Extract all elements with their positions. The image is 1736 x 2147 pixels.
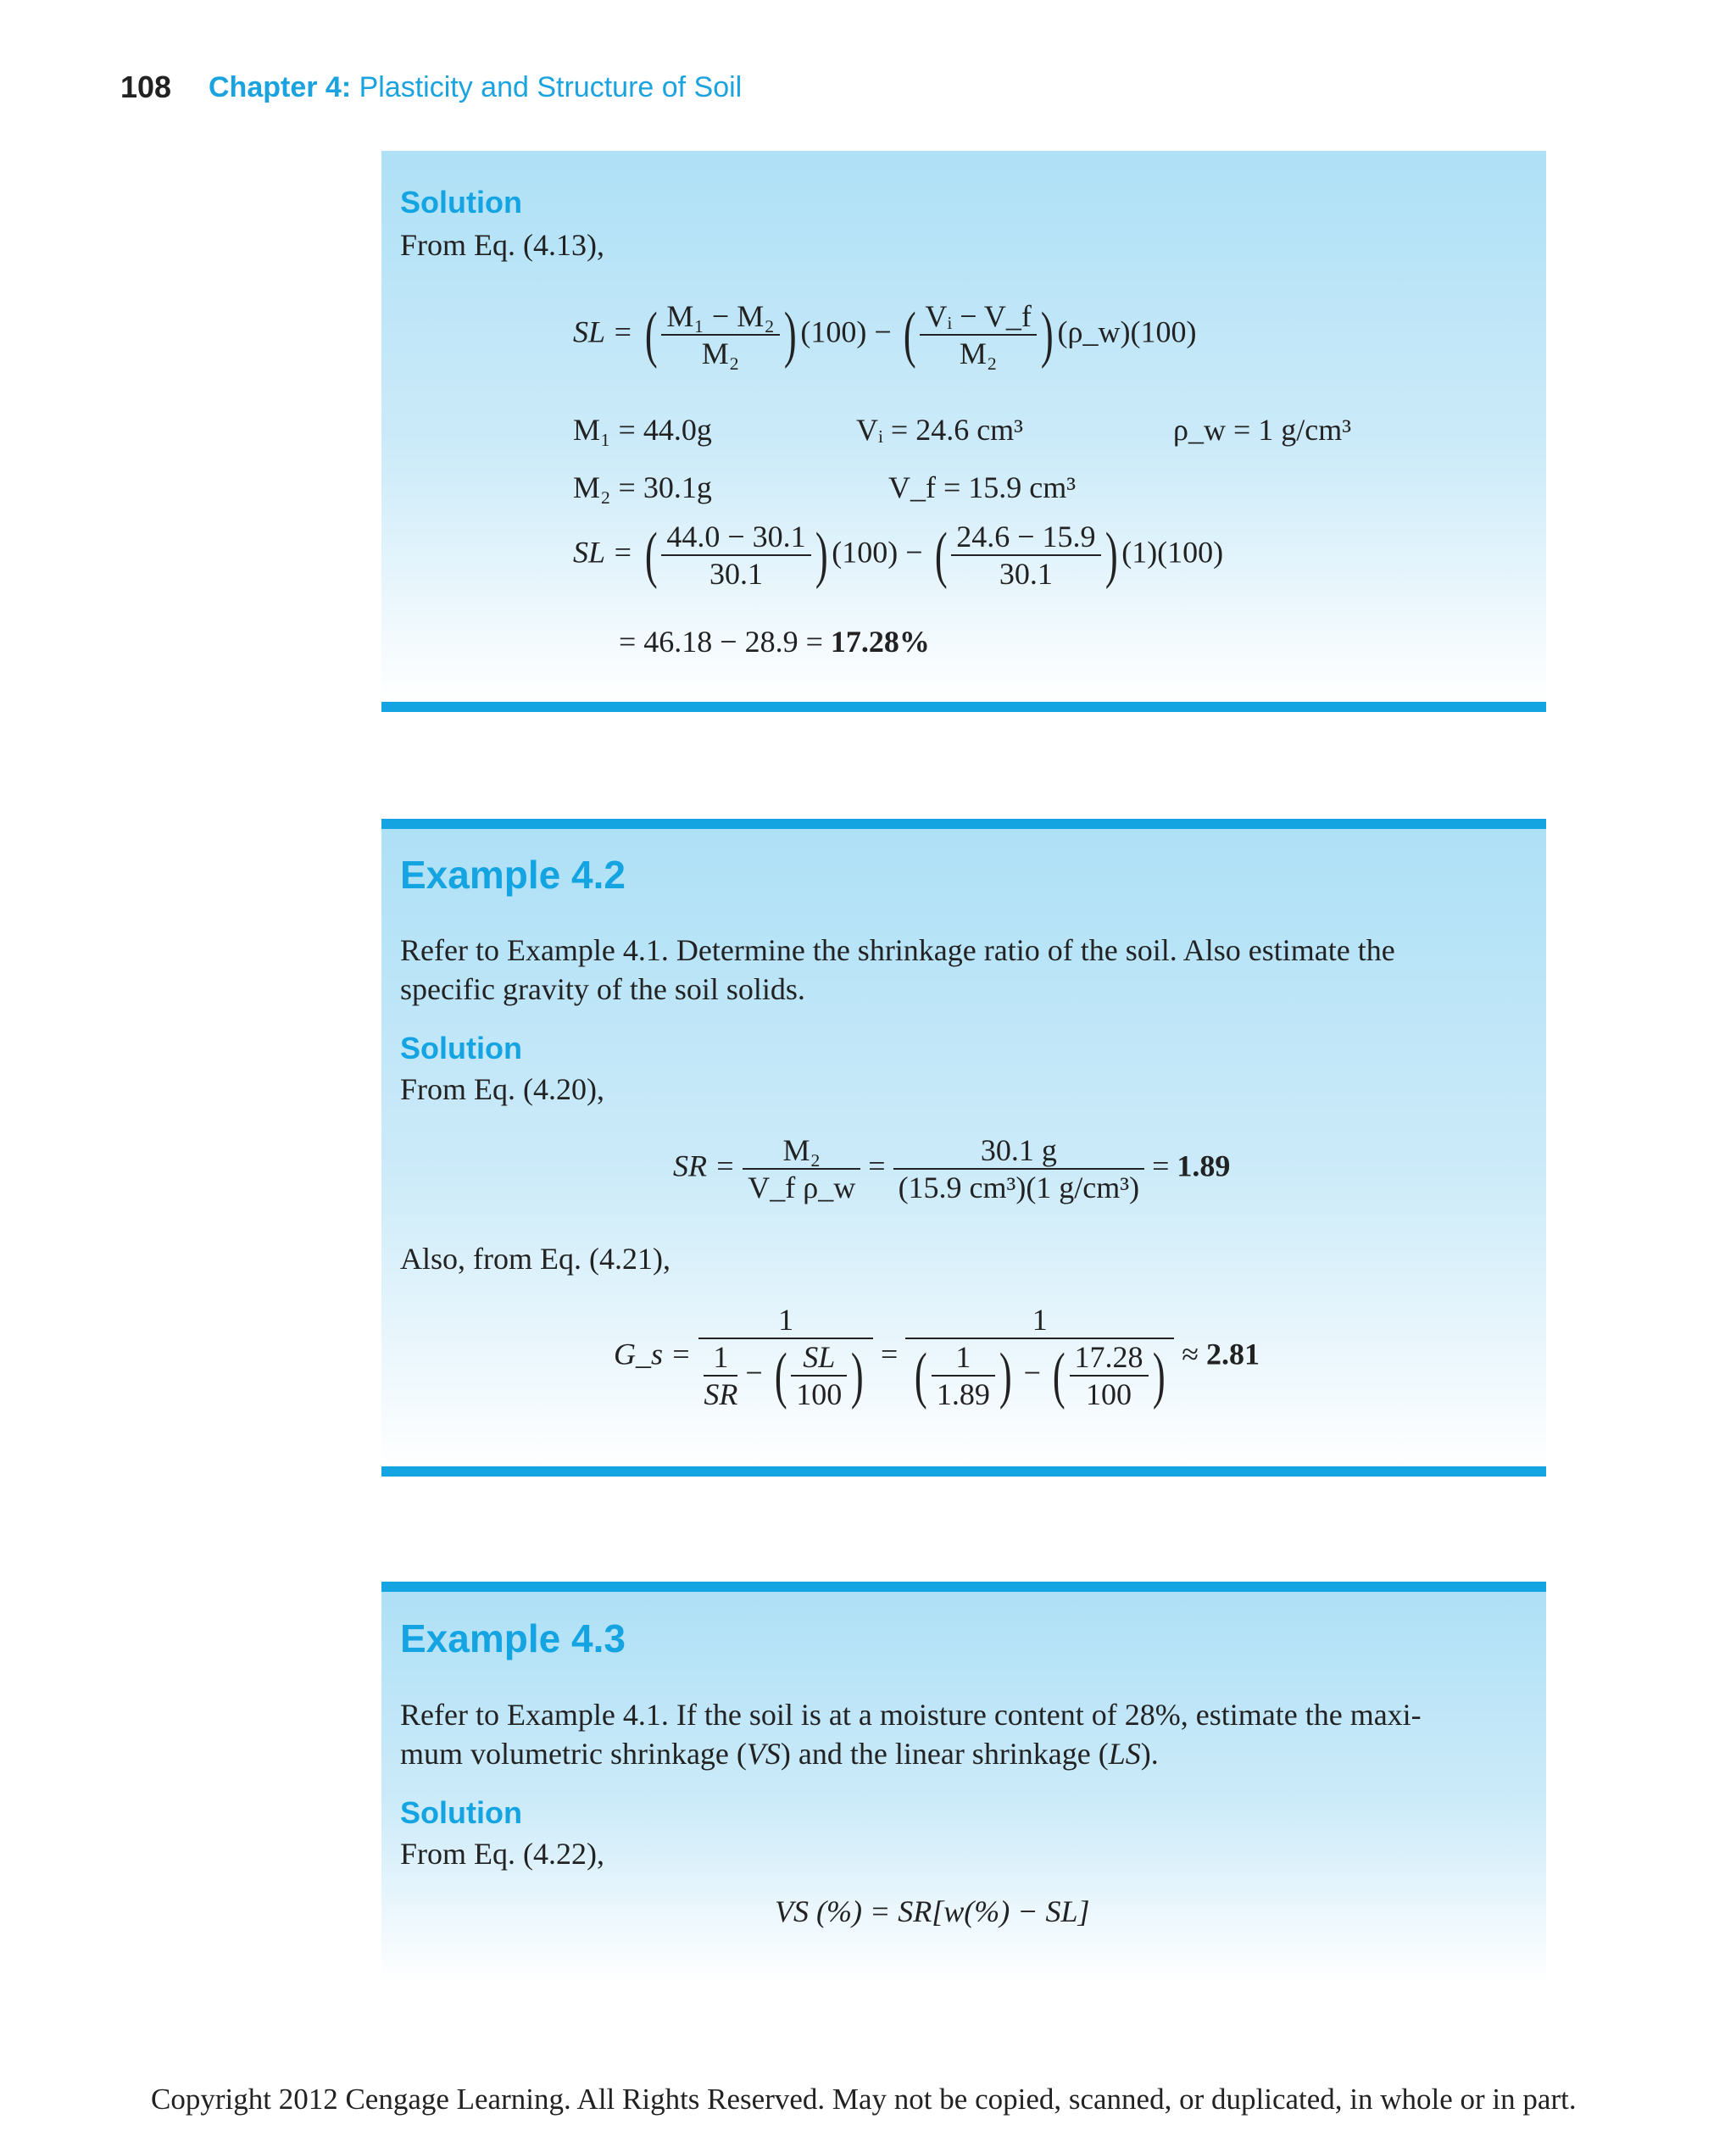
equals-sign: = <box>1152 1149 1170 1183</box>
solution-heading: Solution <box>400 185 522 220</box>
fraction-sr-values <box>893 1132 1145 1205</box>
minus-sign: − <box>1023 1355 1041 1390</box>
sl-label: SL = <box>573 535 633 570</box>
fraction-numerator: M₁ − M₂ <box>661 298 779 336</box>
fraction-numerator: 30.1 g <box>893 1132 1145 1170</box>
problem-text-line1: Refer to Example 4.1. Determine the shrinkage ratio of the soil. Also estimate the <box>400 933 1395 967</box>
gs-label: G_s = <box>614 1337 692 1371</box>
equation-reference: From Eq. (4.13), <box>400 228 604 262</box>
solution-heading: Solution <box>400 1031 522 1065</box>
equation-reference-2: Also, from Eq. (4.21), <box>400 1242 670 1276</box>
fraction-denominator: 100 <box>1086 1377 1132 1411</box>
gs-formula <box>614 1302 1260 1412</box>
paren-left: ( <box>915 1341 927 1410</box>
equation-reference: From Eq. (4.20), <box>400 1072 604 1106</box>
equation-reference: From Eq. (4.22), <box>400 1837 604 1871</box>
fraction-one-over-1-89 <box>932 1339 995 1412</box>
given-vi: Vᵢ = 24.6 cm³ <box>856 413 1023 447</box>
fraction-volume-values <box>951 519 1100 592</box>
fraction-volume <box>920 298 1037 371</box>
fraction-numerator: SL <box>791 1339 847 1377</box>
fraction-denominator <box>698 1339 873 1412</box>
fraction-17-28-over-100 <box>1070 1339 1149 1412</box>
fraction-numerator: M₂ <box>743 1132 860 1170</box>
solution-heading: Solution <box>400 1795 522 1830</box>
sr-formula <box>673 1132 1230 1205</box>
problem-text-line2: specific gravity of the soil solids. <box>400 972 805 1006</box>
fraction-gs-symbolic <box>698 1302 873 1412</box>
fraction-denominator: 30.1 <box>709 557 763 591</box>
vs-symbol: VS <box>746 1737 781 1771</box>
example-4-3-title: Example 4.3 <box>400 1616 626 1660</box>
paren-left: ( <box>644 300 658 370</box>
sl-substitution <box>573 519 1223 592</box>
chapter-label: Chapter 4: <box>209 71 352 103</box>
paren-right: ) <box>851 1341 865 1410</box>
copyright-notice: Copyright 2012 Cengage Learning. All Rights Reserved. May not be copied, scanned, or duplicated, in whole or in part. <box>151 2083 1577 2116</box>
fraction-numerator: 1 <box>905 1302 1174 1339</box>
fraction-gs-values <box>905 1302 1174 1412</box>
text-segment: ). <box>1140 1737 1159 1771</box>
fraction-sl-over-100 <box>791 1339 847 1412</box>
given-rho: ρ_w = 1 g/cm³ <box>1173 413 1352 447</box>
term-rho: (ρ_w)(100) <box>1057 314 1197 349</box>
fraction-numerator: 24.6 − 15.9 <box>951 519 1100 556</box>
paren-left: ( <box>934 520 948 590</box>
given-m2: M₂ = 30.1g <box>573 470 712 504</box>
paren-right: ) <box>1104 520 1118 590</box>
fraction-denominator: V_f ρ_w <box>748 1171 856 1204</box>
sr-result: 1.89 <box>1177 1149 1231 1183</box>
result-prefix: = 46.18 − 28.9 = <box>619 625 823 659</box>
paren-left: ( <box>1052 1341 1066 1410</box>
sl-label: SL = <box>573 314 633 349</box>
paren-right: ) <box>815 520 828 590</box>
text-segment: mum volumetric shrinkage ( <box>400 1737 747 1771</box>
fraction-denominator <box>905 1339 1174 1412</box>
fraction-denominator: M₂ <box>959 337 998 370</box>
paren-right: ) <box>783 300 797 370</box>
fraction-numerator: 1 <box>932 1339 995 1377</box>
term-rho-100: (1)(100) <box>1121 535 1224 570</box>
approx-sign: ≈ <box>1182 1337 1199 1371</box>
fraction-denominator: M₂ <box>701 337 740 370</box>
vs-equation: VS (%) = SR[w(%) − SL] <box>775 1894 1090 1928</box>
paren-right: ) <box>999 1341 1012 1410</box>
paren-right: ) <box>1040 300 1054 370</box>
paren-left: ( <box>644 520 658 590</box>
fraction-numerator: 1 <box>704 1339 737 1377</box>
box-bottom-bar <box>381 1466 1546 1477</box>
given-vf: V_f = 15.9 cm³ <box>888 470 1077 504</box>
ls-symbol: LS <box>1108 1737 1141 1771</box>
fraction-one-over-sr <box>704 1339 737 1412</box>
box-top-bar <box>381 819 1546 829</box>
fraction-mass-values <box>661 519 810 592</box>
chapter-title: Plasticity and Structure of Soil <box>359 71 743 103</box>
fraction-denominator: SR <box>704 1377 738 1411</box>
minus-sign: − <box>745 1355 763 1390</box>
sl-result-line <box>619 624 930 659</box>
sr-label: SR = <box>673 1149 736 1183</box>
fraction-denominator: 1.89 <box>936 1377 990 1411</box>
fraction-denominator: (15.9 cm³)(1 g/cm³) <box>898 1171 1140 1204</box>
gs-result: 2.81 <box>1205 1337 1260 1371</box>
paren-left: ( <box>774 1341 787 1410</box>
fraction-denominator: 30.1 <box>999 557 1053 591</box>
paren-left: ( <box>903 300 916 370</box>
example-4-2-title: Example 4.2 <box>400 853 626 897</box>
sl-result: 17.28% <box>830 625 930 659</box>
chapter-heading <box>209 71 742 104</box>
fraction-numerator: 1 <box>698 1302 873 1339</box>
text-segment: ) and the linear shrinkage ( <box>780 1737 1109 1771</box>
fraction-denominator: 100 <box>796 1377 843 1411</box>
box-top-bar <box>381 1582 1546 1592</box>
page-number: 108 <box>120 70 172 104</box>
problem-text-line1: Refer to Example 4.1. If the soil is at a moisture content of 28%, estimate the maxi- <box>400 1698 1422 1732</box>
problem-text-line2 <box>400 1736 1159 1772</box>
sl-formula <box>573 298 1196 371</box>
fraction-sr-symbolic <box>743 1132 860 1205</box>
box-bottom-bar <box>381 702 1546 712</box>
term-100: (100) − <box>800 314 892 349</box>
equals-sign: = <box>880 1337 899 1371</box>
fraction-mass <box>661 298 779 371</box>
equals-sign: = <box>868 1149 886 1183</box>
fraction-numerator: 17.28 <box>1070 1339 1149 1377</box>
term-100: (100) − <box>832 535 923 570</box>
fraction-numerator: Vᵢ − V_f <box>920 298 1037 336</box>
fraction-numerator: 44.0 − 30.1 <box>661 519 810 556</box>
paren-right: ) <box>1152 1341 1166 1410</box>
given-m1: M₁ = 44.0g <box>573 413 712 447</box>
